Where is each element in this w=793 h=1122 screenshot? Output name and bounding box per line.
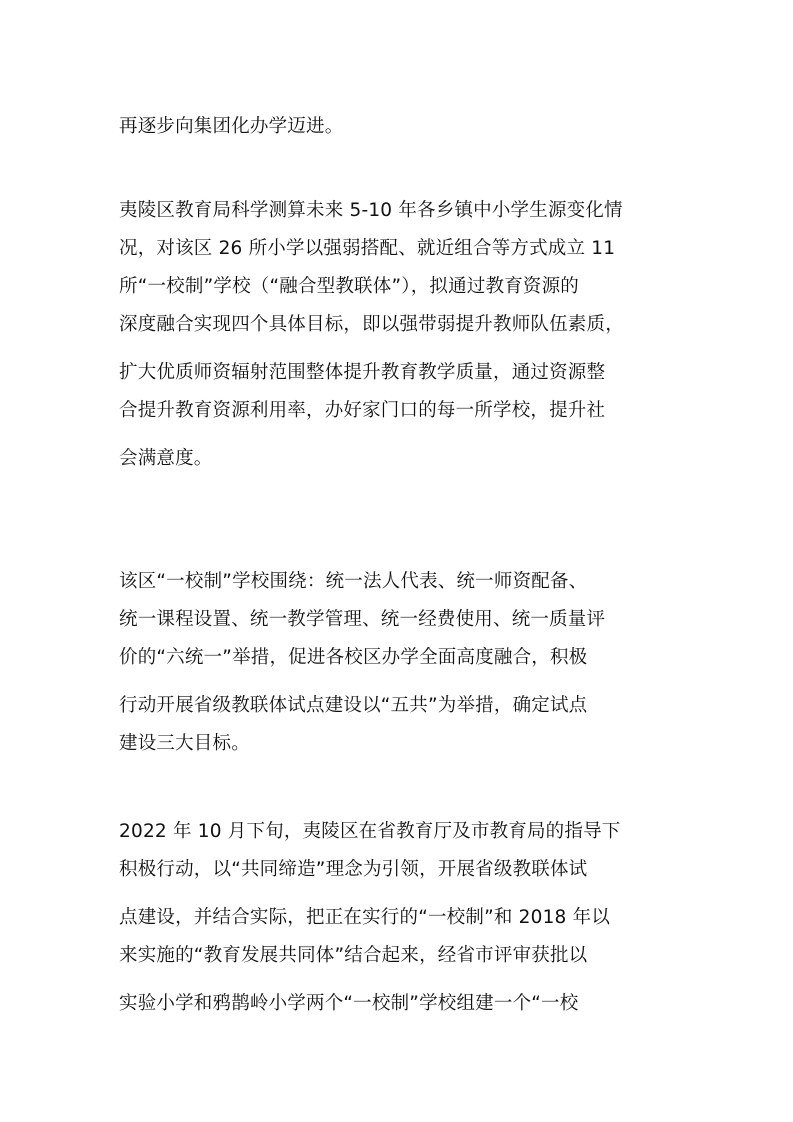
paragraph-2-line-2: 况，对该区 26 所小学以强弱搭配、就近组合等方式成立 11 — [119, 238, 616, 259]
paragraph-2-line-1: 夷陵区教育局科学测算未来 5-10 年各乡镇中小学生源变化情 — [119, 200, 623, 221]
paragraph-2-line-3: 所“一校制”学校（“融合型教联体”），拟通过教育资源的 — [119, 276, 579, 297]
paragraph-3-line-2: 统一课程设置、统一教学管理、统一经费使用、统一质量评 — [119, 609, 606, 630]
paragraph-2-line-4: 深度融合实现四个具体目标，即以强带弱提升教师队伍素质， — [119, 314, 624, 335]
paragraph-4-line-1: 2022 年 10 月下旬，夷陵区在省教育厅及市教育局的指导下 — [119, 821, 621, 842]
paragraph-4-line-2: 积极行动，以“共同缔造”理念为引领，开展省级教联体试 — [119, 859, 588, 880]
paragraph-2-line-7: 会满意度。 — [119, 448, 213, 469]
paragraph-3-line-5: 建设三大目标。 — [119, 733, 250, 754]
paragraph-3-line-3: 价的“六统一”举措，促进各校区办学全面高度融合，积极 — [119, 647, 588, 668]
paragraph-4-line-3: 点建设，并结合实际，把正在实行的“一校制”和 2018 年以 — [119, 907, 611, 928]
paragraph-4-line-5: 实验小学和鸦鹊岭小学两个“一校制”学校组建一个“一校 — [119, 993, 579, 1014]
paragraph-2-line-6: 合提升教育资源利用率，办好家门口的每一所学校，提升社 — [119, 400, 606, 421]
paragraph-2-line-5: 扩大优质师资辐射范围整体提升教育教学质量，通过资源整 — [119, 362, 606, 383]
paragraph-3-line-1: 该区“一校制”学校围绕：统一法人代表、统一师资配备、 — [119, 571, 588, 592]
paragraph-3-line-4: 行动开展省级教联体试点建设以“五共”为举措，确定试点 — [119, 695, 588, 716]
paragraph-4-line-4: 来实施的“教育发展共同体”结合起来，经省市评审获批以 — [119, 945, 588, 966]
paragraph-1-line-1: 再逐步向集团化办学迈进。 — [119, 116, 344, 137]
